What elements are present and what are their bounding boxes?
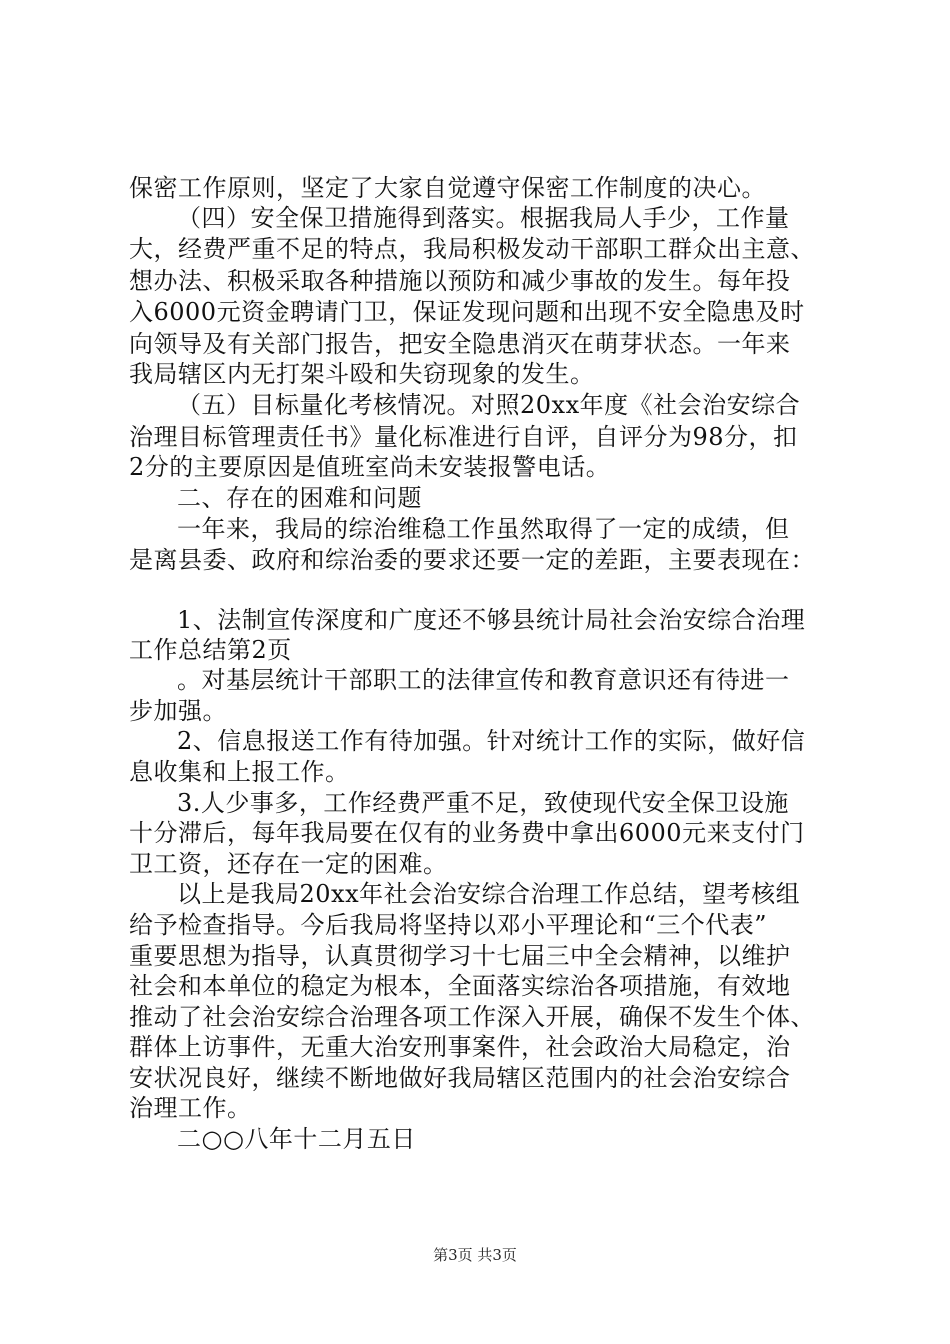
text-line: 一年来，我局的综治维稳工作虽然取得了一定的成绩，但 (177, 515, 790, 543)
text-line: 治理目标管理责任书》量化标准进行自评，自评分为98分，扣 (129, 423, 798, 451)
text-line: 向领导及有关部门报告，把安全隐患消灭在萌芽状态。一年来 (129, 330, 791, 358)
section-heading: 二、存在的困难和问题 (177, 484, 422, 512)
text-line: 推动了社会治安综合治理各项工作深入开展，确保不发生个体、 (129, 1003, 815, 1031)
text-line: 以上是我局20xx年社会治安综合治理工作总结，望考核组 (177, 880, 801, 908)
text-line: 息收集和上报工作。 (129, 758, 350, 786)
text-line: （四）安全保卫措施得到落实。根据我局人手少，工作量 (177, 204, 790, 232)
text-line: 入6000元资金聘请门卫，保证发现问题和出现不安全隐患及时 (129, 298, 805, 326)
text-line: 十分滞后，每年我局要在仅有的业务费中拿出6000元来支付门 (129, 819, 805, 847)
text-line: 是离县委、政府和综治委的要求还要一定的差距，主要表现在： (129, 546, 815, 574)
text-line: 安状况良好，继续不断地做好我局辖区范围内的社会治安综合 (129, 1064, 791, 1092)
text-line: 1、法制宣传深度和广度还不够县统计局社会治安综合治理 (177, 606, 806, 634)
text-line: 保密工作原则，坚定了大家自觉遵守保密工作制度的决心。 (129, 174, 766, 202)
page-footer: 第3页 共3页 (433, 1246, 517, 1264)
text-line: 给予检查指导。今后我局将坚持以邓小平理论和“三个代表” (129, 911, 768, 939)
text-line: 步加强。 (129, 697, 227, 725)
text-line: （五）目标量化考核情况。对照20xx年度《社会治安综合 (177, 391, 801, 419)
text-line: 工作总结第2页 (129, 636, 292, 664)
text-line: 大，经费严重不足的特点，我局积极发动干部职工群众出主意、 (129, 235, 815, 263)
text-line: 3.人少事多，工作经费严重不足，致使现代安全保卫设施 (177, 789, 789, 817)
document-date: 二○○八年十二月五日 (177, 1125, 416, 1153)
text-line: 卫工资，还存在一定的困难。 (129, 850, 448, 878)
text-line: 重要思想为指导，认真贯彻学习十七届三中全会精神，以维护 (129, 942, 791, 970)
text-line: 群体上访事件，无重大治安刑事案件，社会政治大局稳定，治 (129, 1033, 791, 1061)
text-line: 2、信息报送工作有待加强。针对统计工作的实际，做好信 (177, 727, 806, 755)
text-line: 想办法、积极采取各种措施以预防和减少事故的发生。每年投 (129, 267, 791, 295)
text-line: 社会和本单位的稳定为根本，全面落实综治各项措施，有效地 (129, 972, 791, 1000)
text-line: 治理工作。 (129, 1094, 252, 1122)
text-line: 2分的主要原因是值班室尚未安装报警电话。 (129, 453, 611, 481)
text-line: 。对基层统计干部职工的法律宣传和教育意识还有待进一 (177, 666, 790, 694)
text-line: 我局辖区内无打架斗殴和失窃现象的发生。 (129, 360, 595, 388)
